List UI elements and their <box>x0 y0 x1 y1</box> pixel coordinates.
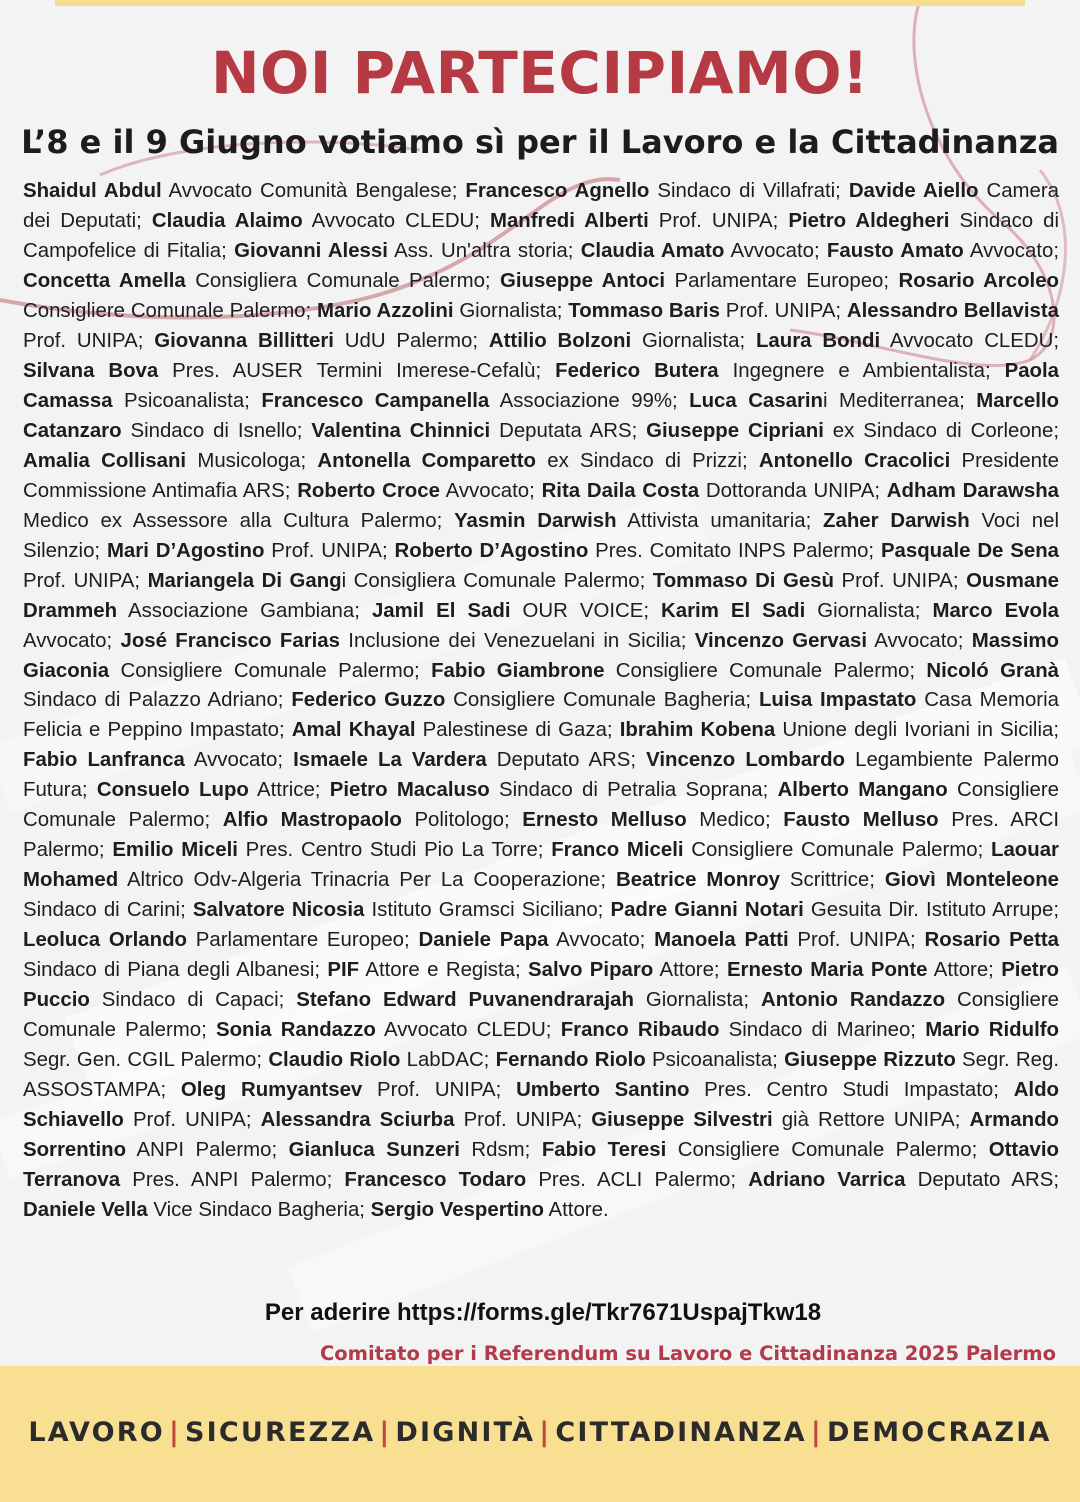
signatory-name: Ernesto Maria Ponte <box>726 959 928 982</box>
signatory-role: Dottoranda UNIPA; <box>699 479 887 502</box>
signatory-name: Armando Sorrentino <box>23 1109 1059 1161</box>
signatory-role: Prof. UNIPA; <box>23 329 155 352</box>
signatory-role: Attivista umanitaria; <box>616 509 824 532</box>
signatory-name: Luca Casarin <box>689 389 823 412</box>
signatory-role: Consigliera Comunale Palermo; <box>185 269 501 292</box>
signatory-role: Giornalista; <box>805 599 933 622</box>
signatory-name: Mario Azzolini <box>317 299 454 322</box>
signatory-name: Nicoló Granà <box>926 659 1059 682</box>
signatory-name: Tommaso Di Gesù <box>652 569 834 592</box>
signatory-role: Sindaco di Villafrati; <box>649 180 849 202</box>
signatory-name: Fausto Melluso <box>783 809 939 832</box>
signatory-role: LabDAC; <box>400 1049 496 1072</box>
signatory-role: ANPI Palermo; <box>126 1139 289 1161</box>
signatory-role: Sindaco di Marineo; <box>719 1019 926 1042</box>
signatory-name: Antonella Comparetto <box>317 449 536 472</box>
signatory-role: Medico; <box>686 809 784 832</box>
signatory-name: Fausto Amato <box>826 239 964 262</box>
footer-separator: | <box>539 1417 552 1448</box>
signatory-role: Sindaco di Piana degli Albanesi; <box>23 959 328 982</box>
signatory-role: Pres. ARCI Palermo; <box>23 809 1060 862</box>
signatory-role: Consigliere Comunale Palermo; <box>109 659 432 682</box>
signatory-role: già Rettore UNIPA; <box>772 1109 970 1132</box>
signatory-name: Massimo Giaconia <box>23 629 1059 682</box>
signatory-name: Adham Darawsha <box>886 479 1060 502</box>
signatory-role: Consigliere Comunale Palermo; <box>23 989 1059 1042</box>
signatory-name: Antonio Randazzo <box>760 989 946 1012</box>
signatory-role: Altrico Odv-Algeria Trinacria Per La Cooperazione; <box>118 869 616 892</box>
signatory-name: Vincenzo Gervasi <box>694 629 868 652</box>
signatory-name: Giuseppe Antoci <box>500 269 666 292</box>
signatory-role: Pres. Centro Studi Impastato; <box>689 1079 1014 1102</box>
signatory-name: Padre Gianni Notari <box>610 899 804 922</box>
signatory-role: Medico ex Assessore alla Cultura Palermo; <box>23 509 455 532</box>
signatory-role: Giornalista; <box>453 299 569 322</box>
adhere-link-text[interactable]: Per aderire https://forms.gle/Tkr7671UspajTkw18 <box>264 1299 822 1326</box>
poster-subtitle: L’8 e il 9 Giugno votiamo sì per il Lavoro e la Cittadinanza <box>21 123 1059 161</box>
signatory-role: Unione degli Ivoriani in Sicilia; <box>775 719 1059 742</box>
signatory-name: Vincenzo Lombardo <box>646 749 846 772</box>
signatory-name: Giuseppe Rizzuto <box>784 1049 956 1072</box>
signatory-name: Ismaele La Vardera <box>293 749 487 772</box>
signatory-name: Ibrahim Kobena <box>619 719 776 742</box>
signatory-role: Ingegnere e Ambientalista; <box>718 359 1005 382</box>
signatory-name: Franco Miceli <box>551 839 684 862</box>
signatory-name: Daniele Vella <box>23 1198 148 1221</box>
signatory-name: Giovanna Billitteri <box>154 329 334 352</box>
signatory-role: Avvocato CLEDU; <box>880 329 1059 352</box>
signatory-role: Segr. Reg. ASSOSTAMPA; <box>23 1049 1060 1102</box>
footer-value-word: CITTADINANZA <box>555 1417 807 1448</box>
signatory-name: Rita Daila Costa <box>541 479 700 502</box>
signatory-name: Federico Butera <box>555 359 719 382</box>
signatory-role: Avvocato; <box>23 629 121 652</box>
signatory-role: Associazione Gambiana; <box>117 599 372 622</box>
signatory-role: Prof. UNIPA; <box>264 539 395 562</box>
signatory-role: Inclusione dei Venezuelani in Sicilia; <box>339 629 695 652</box>
signatory-role: Psicoanalista; <box>112 389 262 412</box>
poster-title: NOI PARTECIPIAMO! <box>210 39 870 107</box>
signatory-name: Shaidul Abdul <box>23 180 162 202</box>
signatory-name: Aldo Schiavello <box>23 1079 1059 1132</box>
signatory-role: ex Sindaco di Prizzi; <box>536 449 759 472</box>
signatory-role: Prof. UNIPA; <box>719 299 847 322</box>
signatory-name: Ottavio Terranova <box>23 1139 1060 1191</box>
signatory-name: Pietro Macaluso <box>329 779 490 802</box>
signatory-name: Fabio Lanfranca <box>23 749 185 772</box>
signatory-name: Giuseppe Cipriani <box>646 419 824 442</box>
signatory-name: Emilio Miceli <box>112 839 238 862</box>
signatory-name: Sergio Vespertino <box>370 1198 544 1221</box>
footer-value-word: LAVORO <box>28 1417 165 1448</box>
signatory-role: Deputato ARS; <box>905 1168 1059 1191</box>
signatory-role: UdU Palermo; <box>333 329 489 352</box>
signatory-role: Pres. ANPI Palermo; <box>120 1168 345 1191</box>
signatory-role: Camera dei Deputati; <box>23 180 1059 232</box>
signatory-role: Prof. UNIPA; <box>788 929 925 952</box>
signatory-name: Silvana Bova <box>23 359 159 382</box>
signatory-role: Gesuita Dir. Istituto Arrupe; <box>803 899 1059 922</box>
signatory-role: Attore; <box>653 959 727 982</box>
signatory-name: Valentina Chinnici <box>311 419 491 442</box>
signatory-name: Franco Ribaudo <box>560 1019 720 1042</box>
signatory-name: Francesco Agnello <box>465 180 650 202</box>
signatory-role: Attrice; <box>248 779 330 802</box>
signatory-role: Prof. UNIPA; <box>23 569 148 592</box>
signatory-name: Leoluca Orlando <box>23 929 187 952</box>
signatory-role: Pres. AUSER Termini Imerese-Cefalù; <box>158 359 556 382</box>
signatory-role: Attore e Regista; <box>359 959 529 982</box>
signatory-role: Giornalista; <box>631 329 756 352</box>
signatory-name: Roberto Croce <box>297 479 440 502</box>
signatory-name: Marco Evola <box>932 599 1059 622</box>
signatory-name: Fernando Riolo <box>495 1049 646 1072</box>
signatory-role: Deputata ARS; <box>490 419 647 442</box>
signatory-role: Associazione 99%; <box>489 389 690 412</box>
signatory-name: Zaher Darwish <box>823 509 970 532</box>
signatory-name: Francesco Campanella <box>261 389 490 412</box>
signatory-role: Avvocato CLEDU; <box>375 1019 561 1042</box>
signatory-name: Fabio Teresi <box>541 1139 667 1161</box>
signatory-name: Beatrice Monroy <box>615 869 781 892</box>
signatory-role: Sindaco di Carini; <box>23 899 193 922</box>
signatory-name: Amalia Collisani <box>23 449 187 472</box>
signatory-role: i Consigliera Comunale Palermo; <box>341 569 653 592</box>
signatory-name: Alfio Mastropaolo <box>222 809 402 832</box>
signatory-role: i Mediterranea; <box>823 389 977 412</box>
signatory-role: Prof. UNIPA; <box>833 569 967 592</box>
signatory-role: Musicologa; <box>186 449 318 472</box>
signatories-list <box>23 177 1059 1226</box>
signatory-name: Alessandro Bellavista <box>846 299 1059 322</box>
signatory-role: Casa Memoria Felicia e Peppino Impastato; <box>23 689 1059 742</box>
signatory-role: Sindaco di Campofelice di Fitalia; <box>23 209 1060 262</box>
signatory-name: Roberto D’Agostino <box>394 539 589 562</box>
signatory-role: Consigliere Comunale Palermo; <box>23 299 318 322</box>
signatory-name: Laura Bondi <box>755 329 881 352</box>
signatory-name: Mario Ridulfo <box>925 1019 1059 1042</box>
signatory-role: Pres. Comitato INPS Palermo; <box>588 539 881 562</box>
signatory-name: Rosario Petta <box>924 929 1060 952</box>
signatory-name: Karim El Sadi <box>661 599 806 622</box>
signatory-role: Pres. Centro Studi Pio La Torre; <box>237 839 552 862</box>
signatory-role: Sindaco di Capaci; <box>89 989 297 1012</box>
signatory-name: Claudio Riolo <box>268 1049 401 1072</box>
signatory-name: Alberto Mangano <box>777 779 948 802</box>
signatory-name: Fabio Giambrone <box>431 659 605 682</box>
signatory-name: Sonia Randazzo <box>215 1019 376 1042</box>
signatory-role: Avvocato; <box>184 749 294 772</box>
footer-values <box>0 1415 1080 1451</box>
signatory-name: Giovì Monteleone <box>884 869 1059 892</box>
signatory-role: Consigliere Comunale Palermo; <box>683 839 992 862</box>
footer-value-word: SICUREZZA <box>185 1417 376 1448</box>
signatory-role: ex Sindaco di Corleone; <box>823 419 1060 442</box>
signatory-role: Consigliere Comunale Palermo; <box>23 779 1059 832</box>
signatory-name: Umberto Santino <box>516 1079 690 1102</box>
signatory-role: Ass. Un'altra storia; <box>387 239 581 262</box>
signatory-name: Yasmin Darwish <box>454 509 617 532</box>
signatory-role: Avvocato; <box>724 239 827 262</box>
signatory-name: Manfredi Alberti <box>489 209 649 232</box>
signatory-name: Stefano Edward Puvanendrarajah <box>296 989 634 1012</box>
signatory-name: Salvatore Nicosia <box>192 899 365 922</box>
signatory-name: Manoela Patti <box>654 929 789 952</box>
signatory-name: Luisa Impastato <box>758 689 917 712</box>
signatory-role: Parlamentare Europeo; <box>187 929 419 952</box>
signatory-role: Prof. UNIPA; <box>648 209 789 232</box>
signatory-name: Daniele Papa <box>418 929 549 952</box>
signatory-role: Segr. Gen. CGIL Palermo; <box>23 1049 269 1072</box>
signatory-name: Claudia Amato <box>580 239 725 262</box>
signatory-name: Paola Camassa <box>23 359 1059 412</box>
signatory-role: Psicoanalista; <box>645 1049 785 1072</box>
signatory-name: Pasquale De Sena <box>880 539 1059 562</box>
signatory-role: Palestinese di Gaza; <box>415 719 620 742</box>
signatory-name: Salvo Piparo <box>528 959 654 982</box>
signatory-role: Istituto Gramsci Siciliano; <box>364 899 611 922</box>
signatory-name: Rosario Arcoleo <box>898 269 1059 292</box>
signatory-role: Pres. ACLI Palermo; <box>526 1168 749 1191</box>
signatory-role: Prof. UNIPA; <box>362 1079 517 1102</box>
signatory-name: Marcello Catanzaro <box>23 389 1060 442</box>
signatory-name: Laouar Mohamed <box>23 839 1059 892</box>
signatory-name: Attilio Bolzoni <box>488 329 632 352</box>
signatory-role: Sindaco di Petralia Soprana; <box>489 779 778 802</box>
footer-separator: | <box>810 1417 823 1448</box>
signatory-role: Avvocato; <box>548 929 655 952</box>
signatory-name: Davide Aiello <box>848 180 979 202</box>
signatory-role: Vice Sindaco Bagheria; <box>147 1198 371 1221</box>
footer-value-word: DIGNITÀ <box>395 1417 536 1448</box>
signatory-name: José Francisco Farias <box>120 629 340 652</box>
signatory-role: Presidente Commissione Antimafia ARS; <box>23 449 1060 502</box>
signatory-role: Attore; <box>927 959 1002 982</box>
signatory-role: Avvocato Comunità Bengalese; <box>161 180 466 202</box>
signatory-name: PIF <box>327 959 360 982</box>
signatory-role: Prof. UNIPA; <box>454 1109 592 1132</box>
signatory-role: Deputato ARS; <box>486 749 647 772</box>
signatory-name: Tommaso Baris <box>568 299 720 322</box>
top-accent-bar <box>55 0 1025 6</box>
signatory-name: Amal Khayal <box>291 719 416 742</box>
signatory-name: Mariangela Di Gang <box>147 569 342 592</box>
signatory-role: Sindaco di Isnello; <box>121 419 312 442</box>
footer-separator: | <box>379 1417 392 1448</box>
signatory-role: Attore. <box>544 1198 609 1221</box>
signatory-role: Giornalista; <box>633 989 761 1012</box>
signatory-name: Pietro Aldegheri <box>788 209 950 232</box>
footer-separator: | <box>168 1417 181 1448</box>
signatory-role: Rdsm; <box>459 1139 542 1161</box>
signatory-name: Ousmane Drammeh <box>23 569 1059 622</box>
signatory-role: Legambiente Palermo Futura; <box>23 749 1060 802</box>
signatory-name: Alessandra Sciurba <box>260 1109 455 1132</box>
signatory-name: Mari D’Agostino <box>106 539 265 562</box>
signatory-role: OUR VOICE; <box>510 599 662 622</box>
signatory-name: Adriano Varrica <box>748 1168 906 1191</box>
signatory-role: Avvocato; <box>439 479 542 502</box>
signatory-role: Consigliere Comunale Bagheria; <box>445 689 759 712</box>
signatory-role: Avvocato CLEDU; <box>302 209 490 232</box>
signatory-name: Antonello Cracolici <box>758 449 951 472</box>
signatory-role: Consigliere Comunale Palermo; <box>666 1139 989 1161</box>
signatory-name: Gianluca Sunzeri <box>288 1139 460 1161</box>
signatory-role: Avvocato; <box>963 239 1060 262</box>
signatory-name: Francesco Todaro <box>344 1168 527 1191</box>
signatory-name: Claudia Alaimo <box>151 209 303 232</box>
signatory-role: Prof. UNIPA; <box>123 1109 261 1132</box>
signatory-role: Parlamentare Europeo; <box>665 269 899 292</box>
signatory-role: Voci nel Silenzio; <box>23 509 1059 562</box>
signatory-role: Avvocato; <box>867 629 972 652</box>
signatory-name: Consuelo Lupo <box>96 779 249 802</box>
signatory-name: Ernesto Melluso <box>522 809 687 832</box>
signatory-role: Scrittrice; <box>780 869 885 892</box>
signatory-role: Sindaco di Palazzo Adriano; <box>23 689 292 712</box>
signatory-name: Giuseppe Silvestri <box>591 1109 773 1132</box>
signatory-name: Giovanni Alessi <box>234 239 388 262</box>
signatory-name: Jamil El Sadi <box>371 599 511 622</box>
committee-name: Comitato per i Referendum su Lavoro e Cittadinanza 2025 Palermo <box>319 1342 1056 1365</box>
signatory-role: Politologo; <box>401 809 523 832</box>
signatory-name: Concetta Amella <box>23 269 186 292</box>
signatory-role: Consigliere Comunale Palermo; <box>604 659 927 682</box>
signatory-name: Federico Guzzo <box>291 689 446 712</box>
signatory-name: Pietro Puccio <box>23 959 1059 1012</box>
footer-value-word: DEMOCRAZIA <box>826 1417 1052 1448</box>
signatory-name: Oleg Rumyantsev <box>180 1079 363 1102</box>
